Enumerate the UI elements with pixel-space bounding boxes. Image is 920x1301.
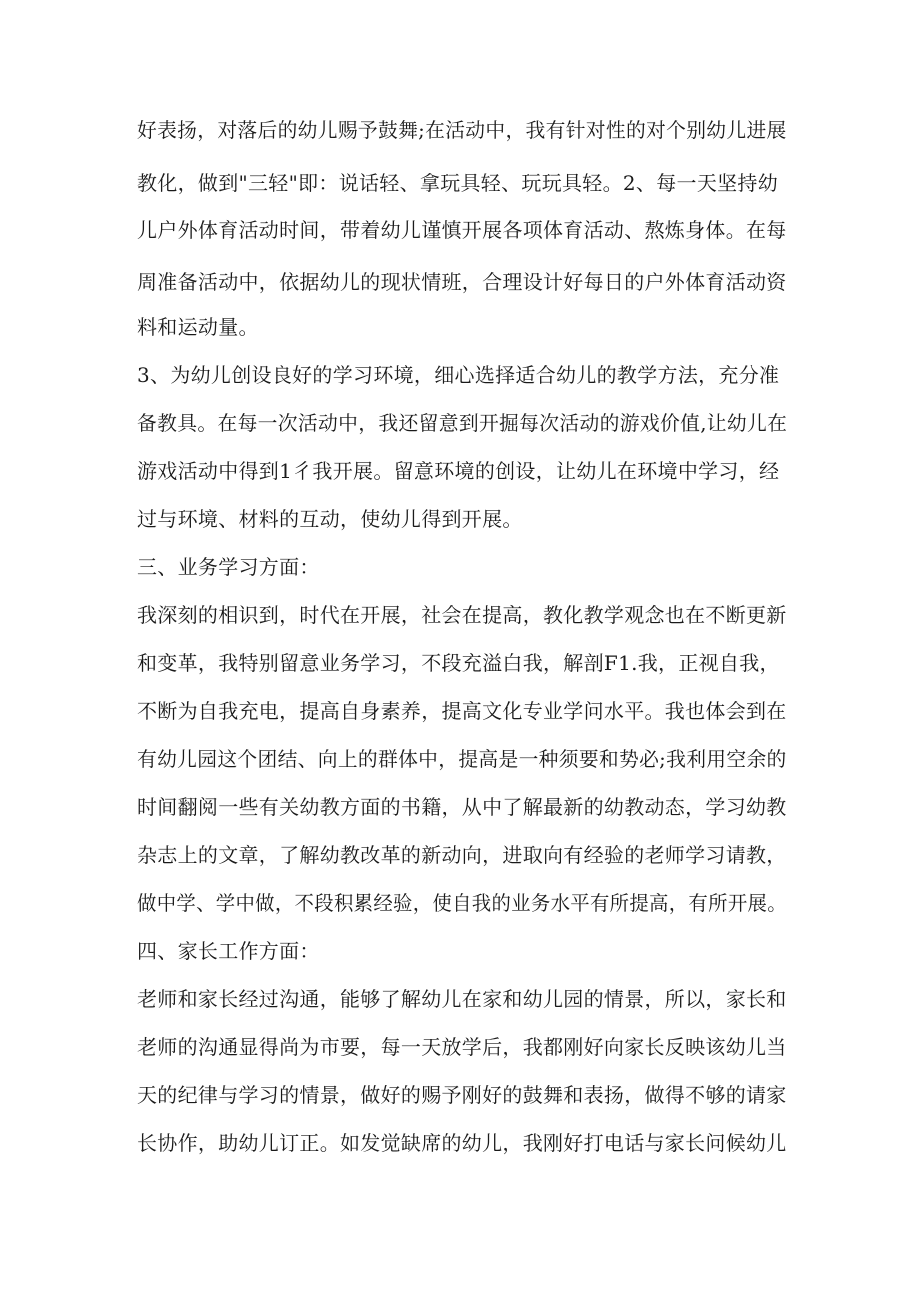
- text-line: 天的纪律与学习的情景，做好的赐予刚好的鼓舞和表扬，做得不够的请家: [137, 1083, 787, 1107]
- text-line: 和变革，我特别留意业务学习，不段充溢白我，解剖F1.我，正视自我，: [137, 651, 780, 675]
- text-line: 3、为幼儿创设良好的学习环境，细心选择适合幼儿的教学方法，充分准: [137, 363, 780, 387]
- text-line: 老师和家长经过沟通，能够了解幼儿在家和幼儿园的情景，所以，家长和: [137, 987, 787, 1011]
- section-heading: 四、家长工作方面：: [137, 939, 320, 963]
- text-line: 不断为自我充电，提高自身素养，提高文化专业学问水平。我也体会到在: [137, 699, 787, 723]
- text-line: 儿户外体育活动时间，带着幼儿谨慎开展各项体育活动、熬炼身体。在每: [137, 218, 787, 242]
- text-line: 教化，做到"三轻"即：说话轻、拿玩具轻、玩玩具轻。2、每一天坚持幼: [137, 171, 779, 195]
- text-line: 周准备活动中，依据幼儿的现状情班，合理设计好每日的户外体育活动资: [137, 270, 787, 294]
- text-line: 料和运动量。: [137, 315, 259, 339]
- text-line: 老师的沟通显得尚为市要，每一天放学后，我都刚好向家长反映该幼儿当: [137, 1035, 787, 1059]
- text-line: 长协作，助幼儿订正。如发觉缺席的幼儿，我刚好打电话与家长问候幼儿: [137, 1131, 787, 1155]
- text-line: 杂志上的文章，了解幼教改革的新动向，进取向有经验的老师学习请教，: [137, 843, 787, 867]
- section-heading: 三、业务学习方面：: [137, 555, 320, 579]
- text-line: 备教具。在每一次活动中，我还留意到开掘每次活动的游戏价值,让幼儿在: [137, 411, 788, 435]
- text-line: 游戏活动中得到1彳我开展。留意环境的创设，让幼儿在环境中学习，经: [137, 459, 780, 483]
- text-line: 时间翻阅一些有关幼教方面的书籍，从中了解最新的幼教动态，学习幼教: [137, 795, 787, 819]
- text-line: 我深刻的相识到，时代在开展，社会在提高，教化教学观念也在不断更新: [137, 603, 787, 627]
- text-line: 有幼儿园这个团结、向上的群体中，提高是一种须要和势必;我利用空余的: [137, 747, 787, 771]
- text-line: 做中学、学中做，不段积累经验，使自我的业务水平有所提高，有所开展。: [137, 891, 787, 915]
- text-line: 好表扬，对落后的幼儿赐予鼓舞;在活动中，我有针对性的对个别幼儿进展: [137, 118, 787, 142]
- text-line: 过与环境、材料的互动，使幼儿得到开展。: [137, 507, 523, 531]
